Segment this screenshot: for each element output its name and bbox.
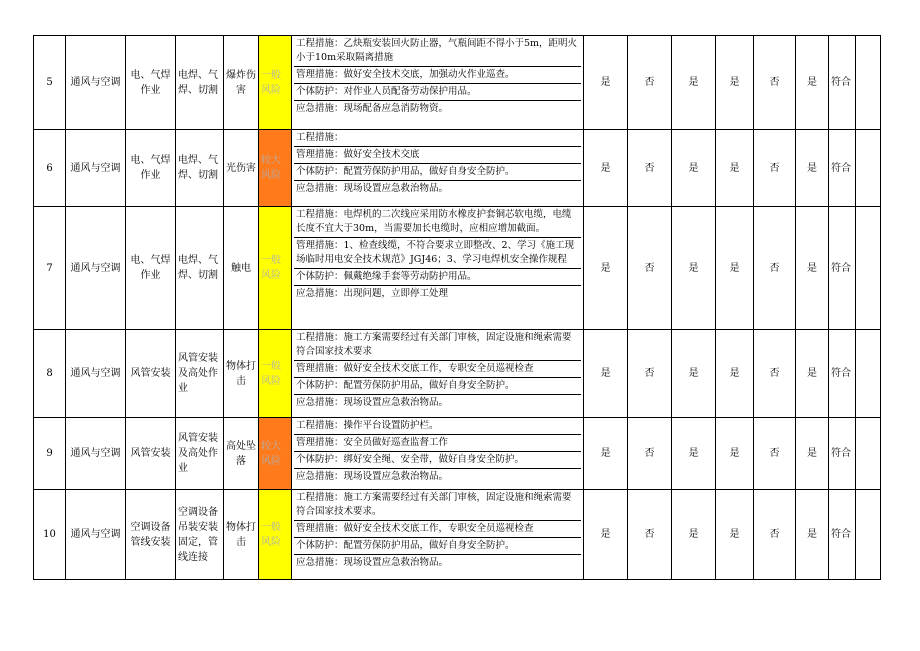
check-cell: 是 <box>584 490 628 580</box>
check-cell: 否 <box>754 130 796 207</box>
measures-cell <box>292 207 584 330</box>
area-cell: 通风与空调 <box>66 207 126 330</box>
check-cell: 是 <box>716 330 754 418</box>
activity-cell: 空调设备管线安装 <box>126 490 176 580</box>
check-cell: 是 <box>796 36 829 130</box>
check-cell: 否 <box>754 490 796 580</box>
check-cell: 是 <box>796 207 829 330</box>
area-cell: 通风与空调 <box>66 130 126 207</box>
check-cell: 是 <box>672 330 716 418</box>
check-cell: 是 <box>796 418 829 490</box>
table-row <box>34 490 881 580</box>
check-cell: 是 <box>584 36 628 130</box>
measure-line: 应急措施：现场设置应急救治物品。 <box>296 557 449 568</box>
measures-cell <box>292 36 584 130</box>
check-cell: 是 <box>672 36 716 130</box>
result-cell: 符合 <box>829 36 856 130</box>
check-cell: 是 <box>716 207 754 330</box>
measure-line: 管理措施：做好安全技术交底，加强动火作业巡查。 <box>294 67 581 84</box>
check-cell: 是 <box>672 490 716 580</box>
empty-cell <box>856 330 881 418</box>
risk-assessment-table <box>33 35 881 580</box>
risk-level-cell: 较大风险 <box>259 130 292 207</box>
area-cell: 通风与空调 <box>66 330 126 418</box>
row-number: 7 <box>34 207 66 330</box>
hazard-cell: 高处坠落 <box>224 418 259 490</box>
hazard-cell: 物体打击 <box>224 330 259 418</box>
risk-level-cell: 一般风险 <box>259 330 292 418</box>
check-cell: 是 <box>584 130 628 207</box>
risk-level-cell: 一般风险 <box>259 36 292 130</box>
check-cell: 是 <box>672 130 716 207</box>
measure-line: 工程措施：操作平台设置防护栏。 <box>294 418 581 435</box>
measure-line: 工程措施：施工方案需要经过有关部门审核，固定设施和绳索需要符合国家技术要求 <box>294 330 581 361</box>
measure-line: 应急措施：现场设置应急救治物品。 <box>296 183 449 194</box>
operation-cell: 电焊、气焊、切割 <box>176 130 224 207</box>
check-cell: 是 <box>672 207 716 330</box>
check-cell: 是 <box>584 418 628 490</box>
measures-list <box>294 36 581 129</box>
measure-line: 工程措施：电焊机的二次线应采用防水橡皮护套铜芯软电缆，电缆长度不宜大于30m，当需要加长电缆时，应相应增加截面。 <box>294 207 581 238</box>
measure-line: 个体防护：配置劳保防护用品，做好自身安全防护。 <box>294 538 581 555</box>
measures-list <box>294 490 581 579</box>
hazard-cell: 光伤害 <box>224 130 259 207</box>
table-row <box>34 330 881 418</box>
operation-cell: 风管安装及高处作业 <box>176 330 224 418</box>
operation-cell: 风管安装及高处作业 <box>176 418 224 490</box>
measure-line: 个体防护：配置劳保防护用品，做好自身安全防护。 <box>294 164 581 181</box>
check-cell: 是 <box>716 130 754 207</box>
activity-cell: 电、气焊作业 <box>126 130 176 207</box>
measure-line: 管理措施：做好安全技术交底工作，专职安全员巡视检查 <box>294 521 581 538</box>
hazard-cell: 触电 <box>224 207 259 330</box>
measure-line: 应急措施：现场配备应急消防物资。 <box>296 103 449 114</box>
measure-line: 工程措施： <box>294 130 581 147</box>
check-cell: 否 <box>628 36 672 130</box>
row-number: 8 <box>34 330 66 418</box>
check-cell: 否 <box>754 207 796 330</box>
operation-cell: 电焊、气焊、切割 <box>176 36 224 130</box>
measures-list <box>294 207 581 329</box>
activity-cell: 电、气焊作业 <box>126 36 176 130</box>
measure-line: 工程措施：施工方案需要经过有关部门审核，固定设施和绳索需要符合国家技术要求。 <box>294 490 581 521</box>
area-cell: 通风与空调 <box>66 36 126 130</box>
measure-line: 个体防护：绑好安全绳、安全带，做好自身安全防护。 <box>294 452 581 469</box>
check-cell: 否 <box>754 330 796 418</box>
measures-list <box>294 418 581 489</box>
operation-cell: 电焊、气焊、切割 <box>176 207 224 330</box>
check-cell: 否 <box>628 207 672 330</box>
measures-cell <box>292 330 584 418</box>
hazard-cell: 物体打击 <box>224 490 259 580</box>
measures-list <box>294 130 581 206</box>
check-cell: 否 <box>628 130 672 207</box>
result-cell: 符合 <box>829 207 856 330</box>
row-number: 6 <box>34 130 66 207</box>
check-cell: 否 <box>628 418 672 490</box>
risk-level-cell: 一般风险 <box>259 207 292 330</box>
measure-line: 个体防护：配置劳保防护用品，做好自身安全防护。 <box>294 378 581 395</box>
measure-line: 管理措施：做好安全技术交底 <box>294 147 581 164</box>
risk-table-body <box>34 36 881 580</box>
check-cell: 是 <box>796 130 829 207</box>
table-row <box>34 207 881 330</box>
empty-cell <box>856 130 881 207</box>
activity-cell: 风管安装 <box>126 330 176 418</box>
row-number: 5 <box>34 36 66 130</box>
check-cell: 是 <box>796 490 829 580</box>
measure-line: 个体防护：对作业人员配备劳动保护用品。 <box>294 84 581 101</box>
check-cell: 是 <box>584 330 628 418</box>
check-cell: 是 <box>716 418 754 490</box>
check-cell: 否 <box>628 490 672 580</box>
check-cell: 否 <box>754 418 796 490</box>
measure-line: 应急措施：出现问题，立即停工处理 <box>296 288 449 299</box>
area-cell: 通风与空调 <box>66 490 126 580</box>
empty-cell <box>856 490 881 580</box>
hazard-cell: 爆炸伤害 <box>224 36 259 130</box>
measure-line: 应急措施：现场设置应急救治物品。 <box>296 471 449 482</box>
measure-line: 管理措施：1、检查线缆，不符合要求立即整改、2、学习《施工现场临时用电安全技术规范》JGJ46；3、学习电焊机安全操作规程 <box>294 238 581 269</box>
check-cell: 否 <box>628 330 672 418</box>
empty-cell <box>856 36 881 130</box>
activity-cell: 电、气焊作业 <box>126 207 176 330</box>
result-cell: 符合 <box>829 490 856 580</box>
measure-line: 个体防护：佩戴绝缘手套等劳动防护用品。 <box>294 269 581 286</box>
row-number: 9 <box>34 418 66 490</box>
measure-line: 管理措施：安全员做好巡查监督工作 <box>294 435 581 452</box>
check-cell: 是 <box>672 418 716 490</box>
result-cell: 符合 <box>829 130 856 207</box>
empty-cell <box>856 207 881 330</box>
measures-cell <box>292 418 584 490</box>
result-cell: 符合 <box>829 418 856 490</box>
measure-line: 应急措施：现场设置应急救治物品。 <box>296 397 449 408</box>
risk-level-cell: 较大风险 <box>259 418 292 490</box>
check-cell: 是 <box>796 330 829 418</box>
table-row <box>34 418 881 490</box>
table-row <box>34 36 881 130</box>
measures-cell <box>292 490 584 580</box>
measure-line: 管理措施：做好安全技术交底工作，专职安全员巡视检查 <box>294 361 581 378</box>
empty-cell <box>856 418 881 490</box>
activity-cell: 风管安装 <box>126 418 176 490</box>
risk-level-cell: 一般风险 <box>259 490 292 580</box>
row-number: 10 <box>34 490 66 580</box>
measures-cell <box>292 130 584 207</box>
measure-line: 工程措施：乙炔瓶安装回火防止器，气瓶间距不得小于5m，距明火小于10m采取隔离措施 <box>294 36 581 67</box>
check-cell: 否 <box>754 36 796 130</box>
result-cell: 符合 <box>829 330 856 418</box>
check-cell: 是 <box>584 207 628 330</box>
operation-cell: 空调设备吊装安装固定，管线连接 <box>176 490 224 580</box>
check-cell: 是 <box>716 36 754 130</box>
measures-list <box>294 330 581 417</box>
area-cell: 通风与空调 <box>66 418 126 490</box>
check-cell: 是 <box>716 490 754 580</box>
table-row <box>34 130 881 207</box>
